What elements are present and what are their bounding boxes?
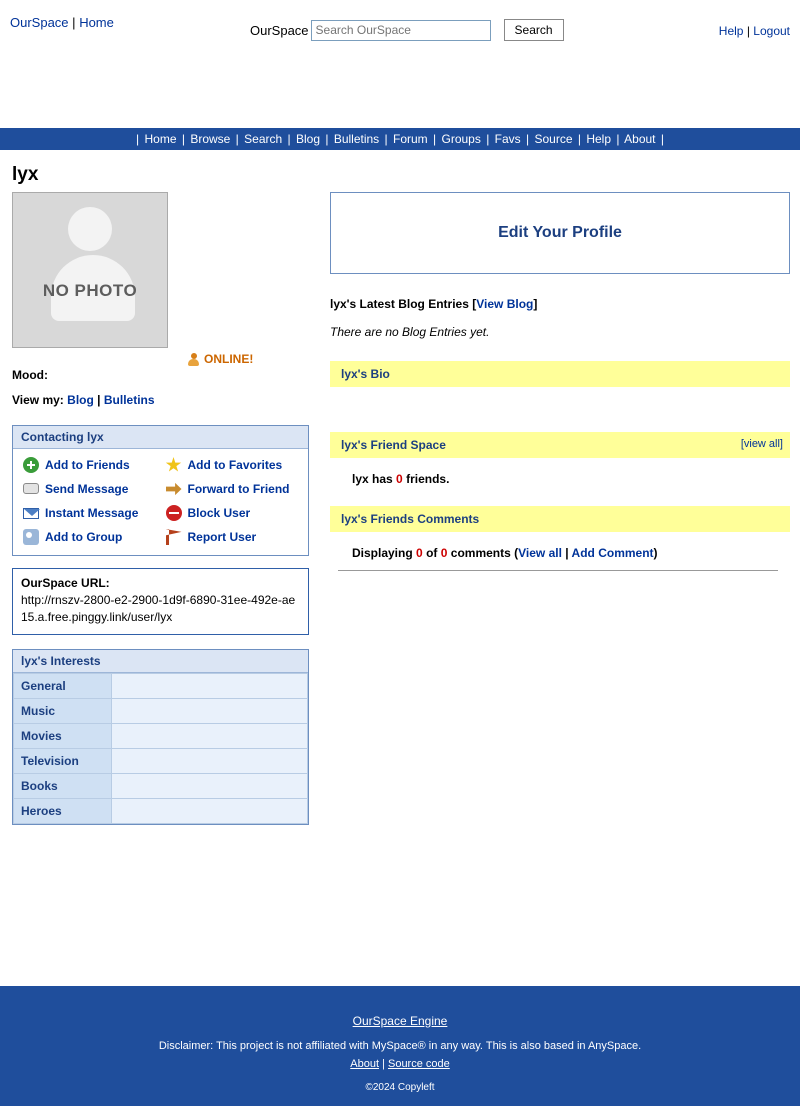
search-label: OurSpace [250, 22, 309, 38]
nav-sep-11: | [660, 132, 664, 146]
friend-count-line [330, 472, 790, 486]
table-row [14, 724, 308, 749]
footer-disclaimer: Disclaimer: This project is not affiliated with MySpace® in any way. This is also based in AnySpace. [158, 1040, 642, 1052]
nav-item-forum[interactable]: Forum [393, 132, 428, 146]
nav-item-bulletins[interactable]: Bulletins [333, 132, 380, 146]
left-column [12, 192, 309, 825]
latest-blog-entries-label: lyx's Latest Blog Entries [ [330, 297, 477, 311]
interests-value-heroes [112, 799, 308, 824]
nav-item-browse[interactable]: Browse [190, 132, 231, 146]
comments-shown-count: 0 [416, 546, 423, 560]
add-to-friends-action[interactable] [23, 457, 160, 473]
interests-key-general: General [14, 674, 112, 699]
friend-space-header [330, 432, 790, 458]
add-to-group-action[interactable] [23, 529, 160, 545]
add-friend-icon [23, 457, 39, 473]
profile-photo [12, 192, 168, 348]
latest-blog-entries-suffix: ] [533, 297, 538, 311]
mood-label: Mood: [12, 368, 48, 382]
profile-url-label: OurSpace URL: [21, 576, 110, 590]
top-header [0, 0, 800, 128]
header-help-link[interactable]: Help [718, 24, 744, 38]
comments-word-label: comments ( [450, 546, 519, 560]
nav-sep-0: | [136, 132, 140, 146]
group-icon [23, 529, 39, 545]
comments-summary-line [330, 546, 790, 560]
comments-of-label: of [426, 546, 438, 560]
nav-sep-1: | [181, 132, 185, 146]
no-blog-entries-message: There are no Blog Entries yet. [330, 325, 490, 339]
page-title: lyx [12, 164, 39, 185]
bio-section-header [330, 361, 790, 387]
friend-count-value: 0 [396, 472, 403, 486]
add-to-group-label[interactable]: Add to Group [45, 530, 123, 544]
table-row [14, 699, 308, 724]
nav-sep-7: | [486, 132, 490, 146]
block-user-label[interactable]: Block User [187, 506, 251, 520]
add-comment-link[interactable]: Add Comment [571, 546, 654, 560]
interests-value-music [112, 699, 308, 724]
instant-message-label[interactable]: Instant Message [45, 506, 139, 520]
report-user-action[interactable] [166, 529, 303, 545]
nav-sep-9: | [577, 132, 581, 146]
comments-links-separator: | [565, 546, 569, 560]
footer-links-separator: | [382, 1058, 385, 1070]
comments-displaying-label: Displaying [352, 546, 413, 560]
main-nav [0, 128, 800, 150]
view-my-label: View my: [12, 393, 64, 407]
report-user-label[interactable]: Report User [187, 530, 257, 544]
nav-sep-6: | [433, 132, 437, 146]
interests-key-music: Music [14, 699, 112, 724]
person-silhouette-icon [51, 207, 129, 321]
nav-item-favs[interactable]: Favs [494, 132, 521, 146]
bio-section-title: lyx's Bio [341, 367, 390, 381]
nav-item-about[interactable]: About [624, 132, 656, 146]
table-row [14, 774, 308, 799]
report-flag-icon [166, 529, 182, 545]
footer-about-link[interactable]: About [350, 1058, 379, 1070]
header-links-separator: | [746, 24, 750, 38]
instant-message-action[interactable] [23, 505, 160, 521]
friend-count-prefix: lyx has [352, 472, 393, 486]
interests-value-books [112, 774, 308, 799]
table-row [14, 799, 308, 824]
profile-url-value: http://rnszv-2800-e2-2900-1d9f-6890-31ee-492e-ae15.a.free.pinggy.link/user/lyx [21, 593, 296, 624]
interests-key-movies: Movies [14, 724, 112, 749]
footer-engine-link[interactable]: OurSpace Engine [352, 1014, 448, 1028]
footer-engine-line [0, 1014, 800, 1028]
nav-item-home[interactable]: Home [144, 132, 177, 146]
friends-comments-title: lyx's Friends Comments [341, 512, 480, 526]
nav-sep-5: | [384, 132, 388, 146]
brand-line [10, 15, 114, 30]
nav-item-help[interactable]: Help [586, 132, 612, 146]
view-my-row [12, 393, 309, 407]
interests-key-heroes: Heroes [14, 799, 112, 824]
nav-item-groups[interactable]: Groups [441, 132, 481, 146]
nav-sep-10: | [616, 132, 620, 146]
table-row [14, 674, 308, 699]
right-column [330, 192, 790, 571]
brand-link[interactable]: OurSpace [10, 15, 69, 30]
status-badge: ONLINE! [204, 352, 254, 366]
profile-photo-row [12, 192, 309, 366]
page-body [0, 150, 800, 1093]
header-account-links [719, 24, 790, 38]
friend-space-view-all-link[interactable]: [view all] [740, 438, 783, 450]
forward-to-friend-action[interactable] [166, 481, 303, 497]
online-status [188, 352, 253, 366]
interests-value-movies [112, 724, 308, 749]
forward-to-friend-label[interactable]: Forward to Friend [187, 482, 290, 496]
nav-item-source[interactable]: Source [534, 132, 573, 146]
add-to-friends-label[interactable]: Add to Friends [45, 458, 130, 472]
friend-count-suffix: friends. [406, 472, 450, 486]
friends-comments-header [330, 506, 790, 532]
view-my-blog-link[interactable]: Blog [67, 393, 94, 407]
latest-blog-entries-line [330, 297, 790, 311]
table-row [14, 749, 308, 774]
comments-divider [338, 570, 778, 571]
interests-value-television [112, 749, 308, 774]
search-input[interactable] [311, 20, 491, 41]
envelope-icon [23, 505, 39, 521]
nav-item-blog[interactable]: Blog [295, 132, 321, 146]
view-my-bulletins-link[interactable]: Bulletins [103, 393, 155, 407]
view-blog-link[interactable]: View Blog [476, 297, 534, 311]
friend-space-title: lyx's Friend Space [341, 438, 446, 452]
online-person-icon [188, 353, 199, 366]
brand-separator: | [72, 15, 76, 30]
interests-panel-title: lyx's Interests [13, 650, 308, 673]
edit-profile-link[interactable]: Edit Your Profile [498, 224, 622, 241]
send-message-label[interactable]: Send Message [45, 482, 129, 496]
block-user-action[interactable] [166, 505, 303, 521]
comments-close-paren: ) [653, 546, 658, 560]
nav-sep-4: | [325, 132, 329, 146]
header-home-link[interactable]: Home [79, 15, 114, 30]
footer-source-code-link[interactable]: Source code [387, 1058, 450, 1070]
send-message-action[interactable] [23, 481, 160, 497]
nav-sep-8: | [526, 132, 530, 146]
interests-panel [12, 649, 309, 825]
contacting-actions [13, 449, 308, 555]
header-logout-link[interactable]: Logout [753, 24, 790, 38]
contacting-panel-title: Contacting lyx [13, 426, 308, 449]
view-my-separator: | [97, 393, 101, 407]
search-button[interactable]: Search [504, 19, 564, 41]
search-area [250, 19, 564, 41]
interests-key-books: Books [14, 774, 112, 799]
add-to-favorites-label[interactable]: Add to Favorites [187, 458, 283, 472]
profile-url-box [12, 568, 309, 635]
interests-table [13, 673, 308, 824]
interests-value-general [112, 674, 308, 699]
footer-links [0, 1058, 800, 1070]
interests-key-television: Television [14, 749, 112, 774]
comments-total-count: 0 [440, 546, 448, 560]
block-icon [166, 505, 182, 521]
contacting-panel [12, 425, 309, 556]
forward-arrow-icon [166, 481, 182, 497]
add-to-favorites-action[interactable] [166, 457, 303, 473]
no-photo-caption: NO PHOTO [42, 281, 138, 300]
nav-sep-3: | [287, 132, 291, 146]
nav-sep-2: | [235, 132, 239, 146]
footer-copyright: ©2024 Copyleft [365, 1082, 435, 1093]
page-footer [0, 986, 800, 1106]
edit-profile-box[interactable] [330, 192, 790, 274]
message-bubble-icon [23, 481, 39, 497]
comments-view-all-link[interactable]: View all [518, 546, 562, 560]
nav-item-search[interactable]: Search [244, 132, 283, 146]
star-icon [166, 457, 182, 473]
